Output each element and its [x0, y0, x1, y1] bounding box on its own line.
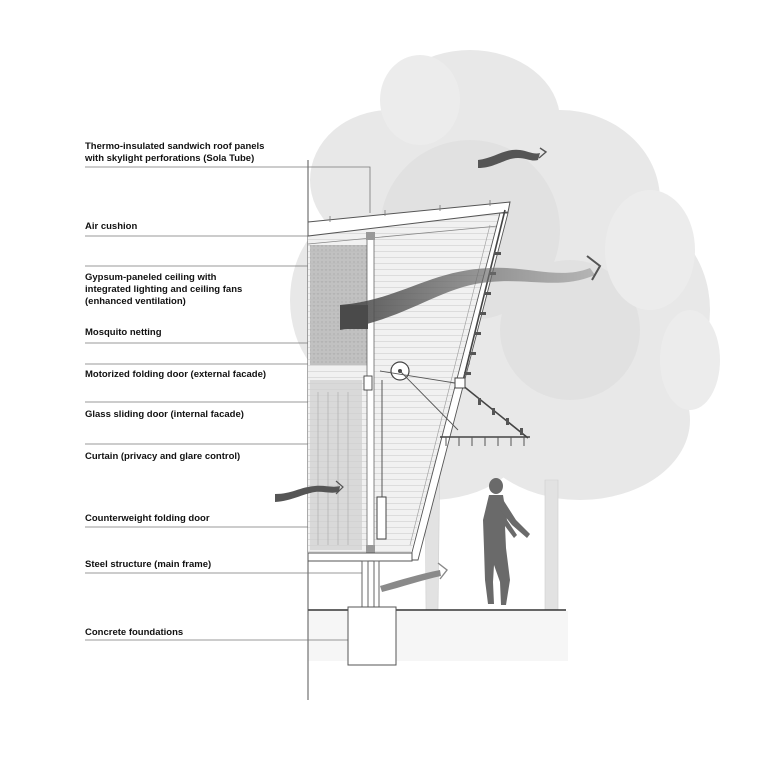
label-counterweight-door: Counterweight folding door [85, 513, 210, 524]
steel-posts [362, 561, 379, 607]
column-cap [366, 232, 375, 240]
label-curtain: Curtain (privacy and glare control) [85, 451, 241, 462]
label-air-cushion: Air cushion [85, 221, 138, 232]
concrete-foundation [348, 607, 396, 665]
label-mosquito-netting: Mosquito netting [85, 327, 162, 338]
door-bracket [364, 376, 372, 390]
steel-column [367, 236, 374, 556]
label-motorized-folding-door: Motorized folding door (external facade) [85, 369, 267, 380]
column-base [366, 545, 375, 553]
label-roof-panels: Thermo-insulated sandwich roof panels with skylight perforations (Sola Tube) [85, 141, 265, 164]
person-silhouette-icon [483, 478, 530, 605]
label-gypsum-ceiling: Gypsum-paneled ceiling with integrated lighting and ceiling fans (enhanced ventilation) [85, 272, 243, 307]
floor-slab [308, 553, 412, 561]
label-steel-structure: Steel structure (main frame) [85, 559, 212, 570]
pivot-box [455, 378, 465, 388]
counterweight [377, 497, 386, 539]
label-glass-sliding-door: Glass sliding door (internal facade) [85, 409, 244, 420]
ground-fill [308, 611, 568, 661]
label-concrete-foundations: Concrete foundations [85, 627, 184, 638]
